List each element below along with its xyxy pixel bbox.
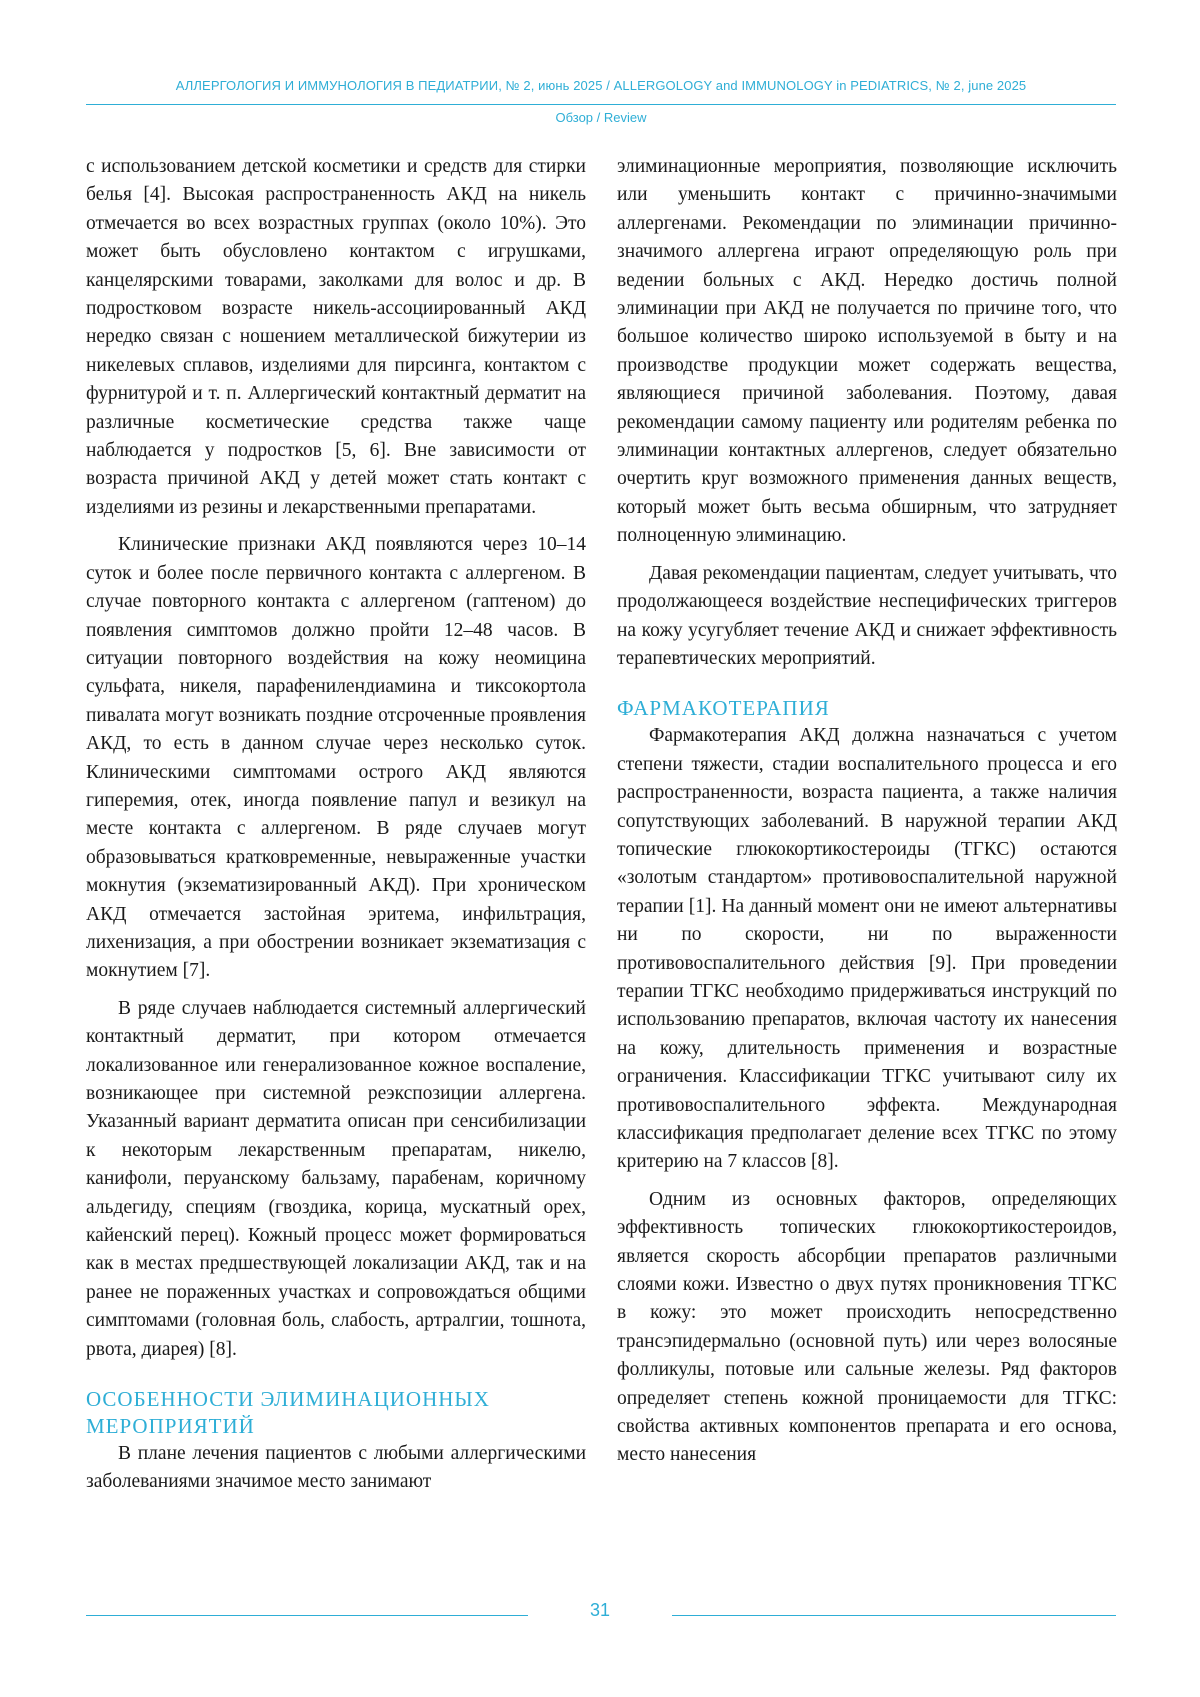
footer-divider-right (672, 1615, 1116, 1616)
journal-header: АЛЛЕРГОЛОГИЯ И ИММУНОЛОГИЯ В ПЕДИАТРИИ, № 2, июнь 2025 / ALLERGOLOGY and IMMUNOLOGY in PEDIATRICS, № 2, june 2025 (175, 78, 1027, 93)
right-paragraph-4: Одним из основных факторов, определяющих эффективность топических глюкокортикостероидов, является скорость абсорбции препаратов различными слоями кожи. Известно о двух путях проникновения ТГКС в кожу: это может происходить непосредственно трансэпидермально (основной путь) или через волосяные фолликулы, потовые или сальные железы. Ряд факторов определяет степень кожной проницаемости для ТГКС: свойства активных компонентов препарата и его основа, место нанесения (617, 1188, 1117, 1466)
right-paragraph-3: Фармакотерапия АКД должна назначаться с учетом степени тяжести, стадии воспалительного процесса и его распространенности, возраста пациента, а также наличия сопутствующих заболеваний. В наружной терапии АКД топические глюкокортикостероиды (ТГКС) остаются «золотым стандартом» противовоспалительной наружной терапии [1]. На данный момент они не имеют альтернативы ни по скорости, ни по выраженности противовоспалительного действия [9]. При проведении терапии ТГКС необходимо придерживаться инструкций по использованию препаратов, включая частоту их нанесения на кожу, длительность применения и возрастные ограничения. Классификации ТГКС учитывают силу их противовоспалительного эффекта. Международная классификация предполагает деление всех ТГКС по этому критерию на 7 классов [8]. (617, 725, 1117, 1173)
left-column (86, 153, 586, 1506)
left-paragraph-2: Клинические признаки АКД появляются через 10–14 суток и более после первичного контакта с аллергеном. В случае повторного контакта с аллергеном (гаптеном) до появления симптомов должно пройти 12–48 часов. В ситуации повторного воздействия на кожу неомицина сульфата, никеля, парафенилендиамина и тиксокортола пивалата могут возникать поздние отсроченные проявления АКД, то есть в данном случае через несколько суток. Клиническими симптомами острого АКД являются гиперемия, отек, иногда появление папул и везикул на месте контакта с аллергеном. В ряде случаев могут образовываться кратковременные, невыраженные участки мокнутия (экзематизированный АКД). При хроническом АКД отмечается застойная эритема, инфильтрация, лихенизация, а при обострении возникает экзематизация с мокнутием [7]. (86, 534, 586, 982)
left-paragraph-1: с использованием детской косметики и средств для стирки белья [4]. Высокая распространенность АКД на никель отмечается во всех возрастных группах (около 10%). Это может быть обусловлено контактом с игрушками, канцелярскими товарами, заколками для волос и др. В подростковом возрасте никель-ассоциированный АКД нередко связан с ношением металлической бижутерии из никелевых сплавов, изделиями для пирсинга, контактом с фурнитурой и т. п. Аллергический контактный дерматит на различные косметические средства также чаще наблюдается у подростков [5, 6]. Вне зависимости от возраста причиной АКД у детей может стать контакт с изделиями из резины и лекарственными препаратами. (86, 156, 586, 518)
header-divider (86, 104, 1116, 105)
right-column (617, 153, 1117, 1479)
left-paragraph-3: В ряде случаев наблюдается системный аллергический контактный дерматит, при котором отмечается локализованное или генерализованное кожное воспаление, возникающее при системной реэкспозиции аллергена. Указанный вариант дерматита описан при сенсибилизации к некоторым лекарственным препаратам, никелю, канифоли, перуанскому бальзаму, парабенам, коричному альдегиду, специям (гвоздика, корица, мускатный орех, кайенский перец). Кожный процесс может формироваться как в местах предшествующей локализации АКД, так и на ранее не пораженных участках и сопровождаться общими симптомами (головная боль, слабость, артралгии, тошнота, рвота, диарея) [8]. (86, 997, 586, 1360)
section-label: Обзор / Review (555, 110, 647, 125)
section-heading-elimination: ОСОБЕННОСТИ ЭЛИМИНАЦИОННЫХ МЕРОПРИЯТИЙ (86, 1387, 490, 1439)
right-paragraph-1: элиминационные мероприятия, позволяющие исключить или уменьшить контакт с причинно-значимыми аллергенами. Рекомендации по элиминации причинно-значимого аллергена играют определяющую роль при ведении больных с АКД. Нередко достичь полной элиминации при АКД не получается по причине того, что большое количество широко используемой в быту и на производстве продукции может содержать вещества, являющиеся причиной заболевания. Поэтому, давая рекомендации самому пациенту или родителям ребенка по элиминации контактных аллергенов, следует обязательно очертить круг возможного применения данных веществ, который может быть весьма обширным, что затрудняет полноценную элиминацию. (617, 156, 1117, 547)
left-paragraph-4: В плане лечения пациентов с любыми аллергическими заболеваниями значимое место занимают (86, 1443, 586, 1493)
section-heading-pharmacotherapy: ФАРМАКОТЕРАПИЯ (617, 696, 830, 721)
right-paragraph-2: Давая рекомендации пациентам, следует учитывать, что продолжающееся воздействие неспецифических триггеров на кожу усугубляет течение АКД и снижает эффективность терапевтических мероприятий. (617, 562, 1117, 669)
footer-divider-left (86, 1615, 528, 1616)
page-number: 31 (589, 1600, 611, 1620)
